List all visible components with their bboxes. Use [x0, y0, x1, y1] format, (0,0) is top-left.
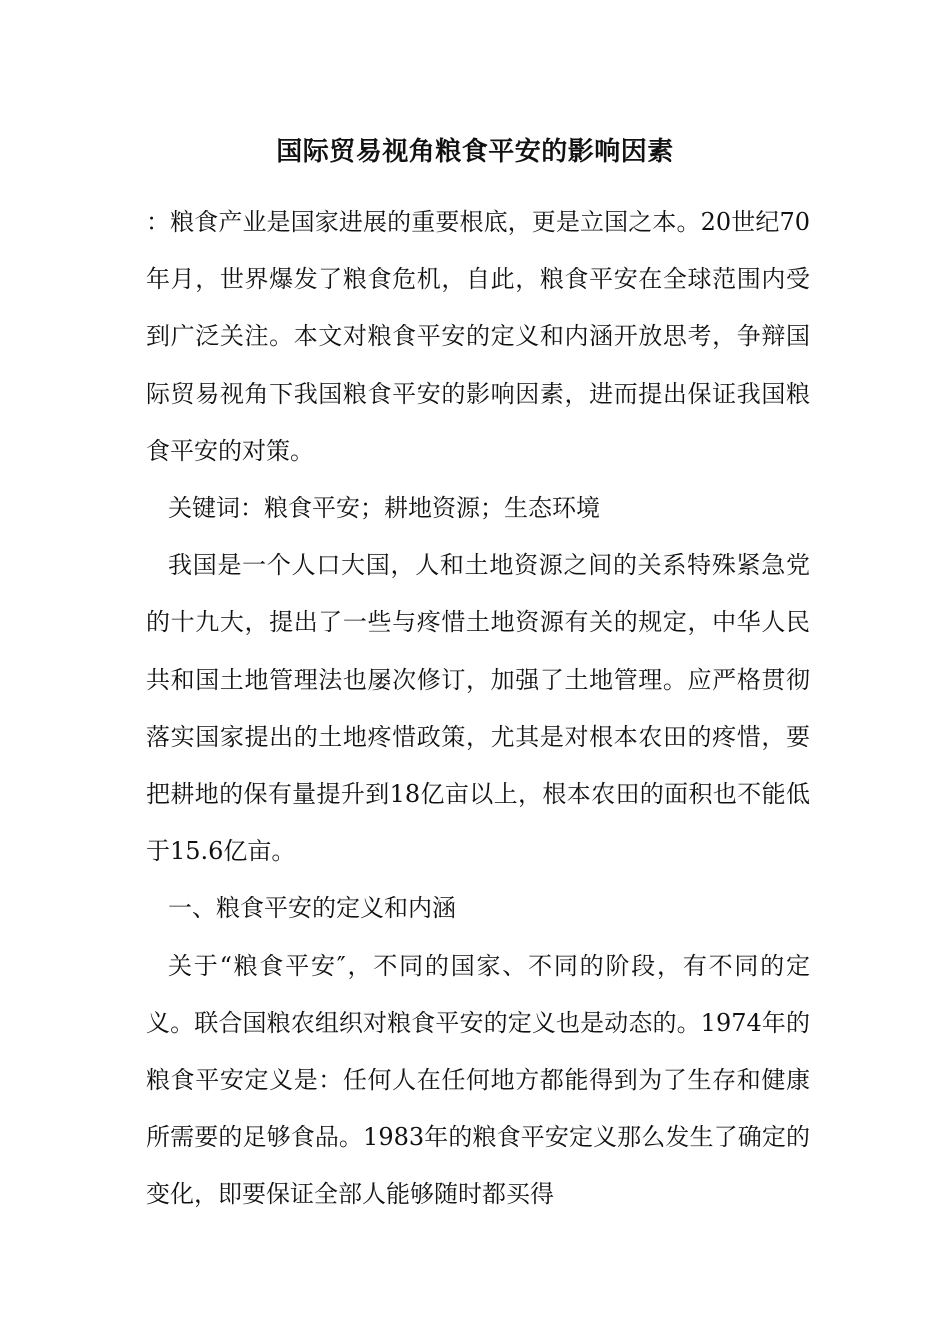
definition-paragraph: 关于“粮食平安″，不同的国家、不同的阶段，有不同的定义。联合国粮农组织对粮食平安的定义也是动态的。1974年的粮食平安定义是：任何人在任何地方都能得到为了生存和健康所需要的足够食品。1983年的粮食平安定义那么发生了确定的变化，即要保证全部人能够随时都买得 — [146, 951, 810, 1209]
keywords-paragraph: 关键词：粮食平安；耕地资源；生态环境 — [168, 494, 600, 523]
section-heading: 一、粮食平安的定义和内涵 — [168, 894, 456, 923]
document-body — [146, 194, 810, 1224]
document-title: 国际贸易视角粮食平安的影响因素 — [276, 137, 674, 167]
intro-paragraph: 我国是一个人口大国，人和土地资源之间的关系特殊紧急党的十九大，提出了一些与疼惜土地资源有关的规定，中华人民共和国土地管理法也屡次修订，加强了土地管理。应严格贯彻落实国家提出的土地疼惜政策，尤其是对根本农田的疼惜，要把耕地的保有量提升到18亿亩以上，根本农田的面积也不能低于15.6亿亩。 — [146, 551, 810, 866]
abstract-paragraph: ：粮食产业是国家进展的重要根底，更是立国之本。20世纪70年月，世界爆发了粮食危机，自此，粮食平安在全球范围内受到广泛关注。本文对粮食平安的定义和内涵开放思考，争辩国际贸易视角下我国粮食平安的影响因素，进而提出保证我国粮食平安的对策。 — [146, 208, 810, 465]
